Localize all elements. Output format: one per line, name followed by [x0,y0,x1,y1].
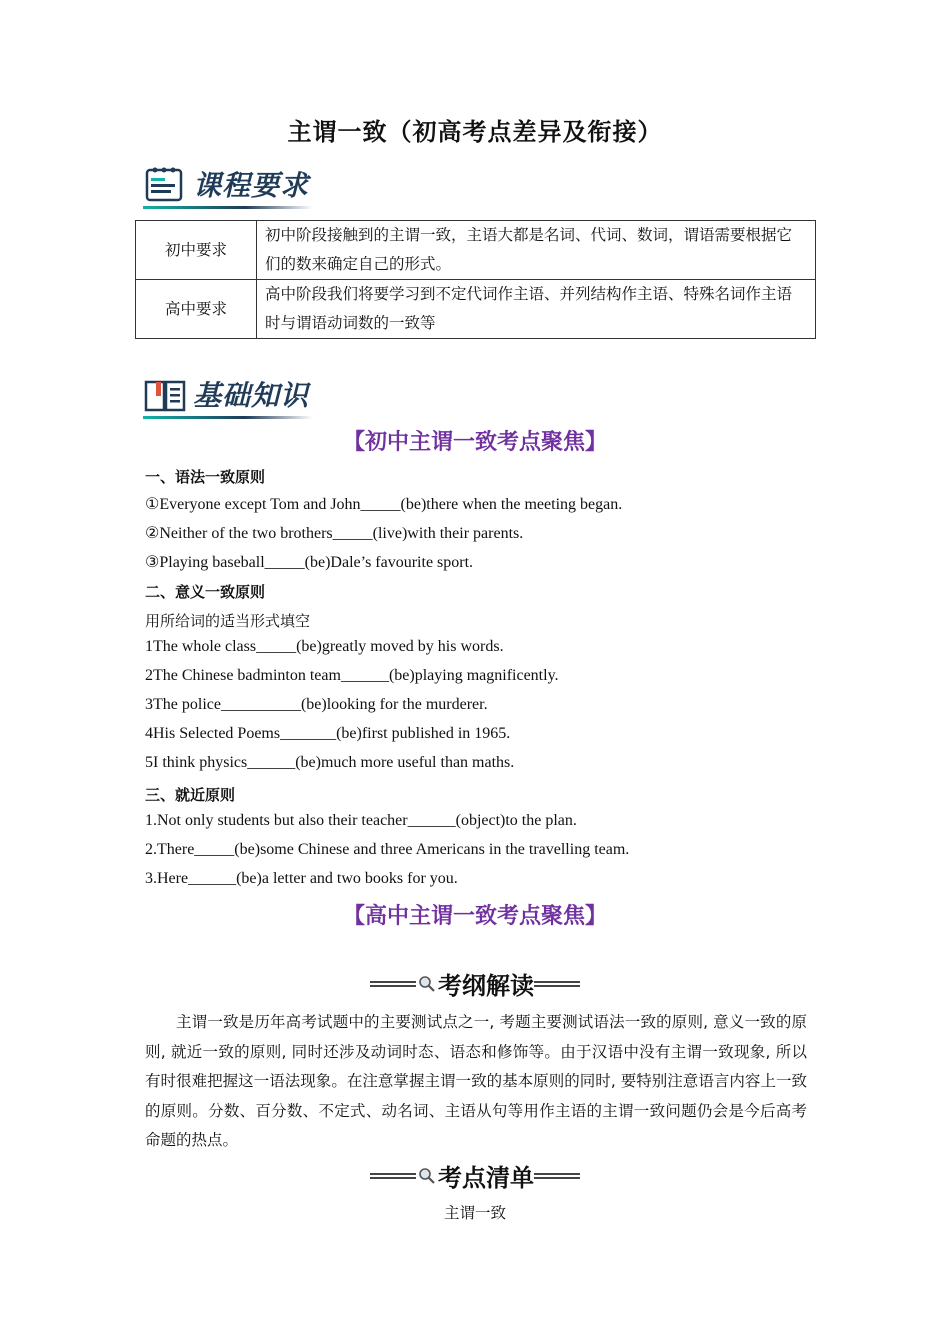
outline-heading-text: 考纲解读 [438,972,534,1000]
banner-title: 基础知识 [193,379,310,412]
exercise-item: 2.There_____(be)some Chinese and three Americans in the travelling team. [145,841,630,858]
magnifier-icon [418,1167,436,1185]
course-requirements-banner [143,158,309,210]
banner-underline [143,416,313,419]
table-cell-label: 高中要求 [136,280,257,339]
section-heading: 一、语法一致原则 [145,468,266,486]
checklist-heading [0,1158,950,1193]
exercise-item: 3.Here______(be)a letter and two books for you. [145,870,458,887]
double-rule [370,1173,416,1179]
exercise-item: 3The police__________(be)looking for the murderer. [145,696,488,713]
exercise-item: 4His Selected Poems_______(be)first published in 1965. [145,725,511,742]
senior-focus-heading: 【高中主谓一致考点聚焦】 [342,904,607,929]
exercise-item: 1.Not only students but also their teacher______(object)to the plan. [145,812,577,829]
basic-knowledge-banner [143,368,309,420]
junior-focus-heading: 【初中主谓一致考点聚焦】 [342,430,607,455]
instruction: 用所给词的适当形式填空 [145,612,311,630]
exercise-item: ③Playing baseball_____(be)Dale’s favourite sport. [145,554,474,571]
exercise-item: ①Everyone except Tom and John_____(be)there when the meeting began. [145,496,623,513]
double-rule [534,981,580,987]
banner-underline [143,206,313,209]
table-row [136,280,816,339]
checklist-item: 主谓一致 [443,1204,506,1222]
double-rule [534,1173,580,1179]
double-rule [370,981,416,987]
requirements-table [135,220,816,339]
section-heading: 二、意义一致原则 [145,583,266,601]
notepad-icon [143,164,187,204]
checklist-heading-text: 考点清单 [438,1164,534,1192]
exercise-item: 1The whole class_____(be)greatly moved by his words. [145,638,504,655]
exercise-item: ②Neither of the two brothers_____(live)with their parents. [145,525,524,542]
table-cell-text: 初中阶段接触到的主谓一致，主语大都是名词、代词、数词，谓语需要根据它们的数来确定自己的形式。 [257,221,816,280]
book-icon [143,374,187,414]
banner-title: 课程要求 [193,169,310,202]
outline-heading [0,966,950,1001]
exercise-item: 2The Chinese badminton team______(be)playing magnificently. [145,667,559,684]
exercise-item: 5I think physics______(be)much more useful than maths. [145,754,515,771]
magnifier-icon [418,975,436,993]
table-cell-text: 高中阶段我们将要学习到不定代词作主语、并列结构作主语、特殊名词作主语时与谓语动词数的一致等 [257,280,816,339]
section-heading: 三、就近原则 [145,786,236,804]
table-cell-label: 初中要求 [136,221,257,280]
table-row [136,221,816,280]
page-title: 主谓一致（初高考点差异及衔接） [287,118,663,146]
outline-paragraph: 主谓一致是历年高考试题中的主要测试点之一, 考题主要测试语法一致的原则, 意义一致的原则, 就近一致的原则, 同时还涉及动词时态、语态和修饰等。由于汉语中没有主谓一致现象, 所以有时很难把握这一语法现象。在注意掌握主谓一致的基本原则的同时, 要特别注意语言内容上一致的原则。分数、百分数、不定式、动名词、主语从句等用作主语的主谓一致问题仍会是今后高考命题的热点。 [145,1013,807,1149]
